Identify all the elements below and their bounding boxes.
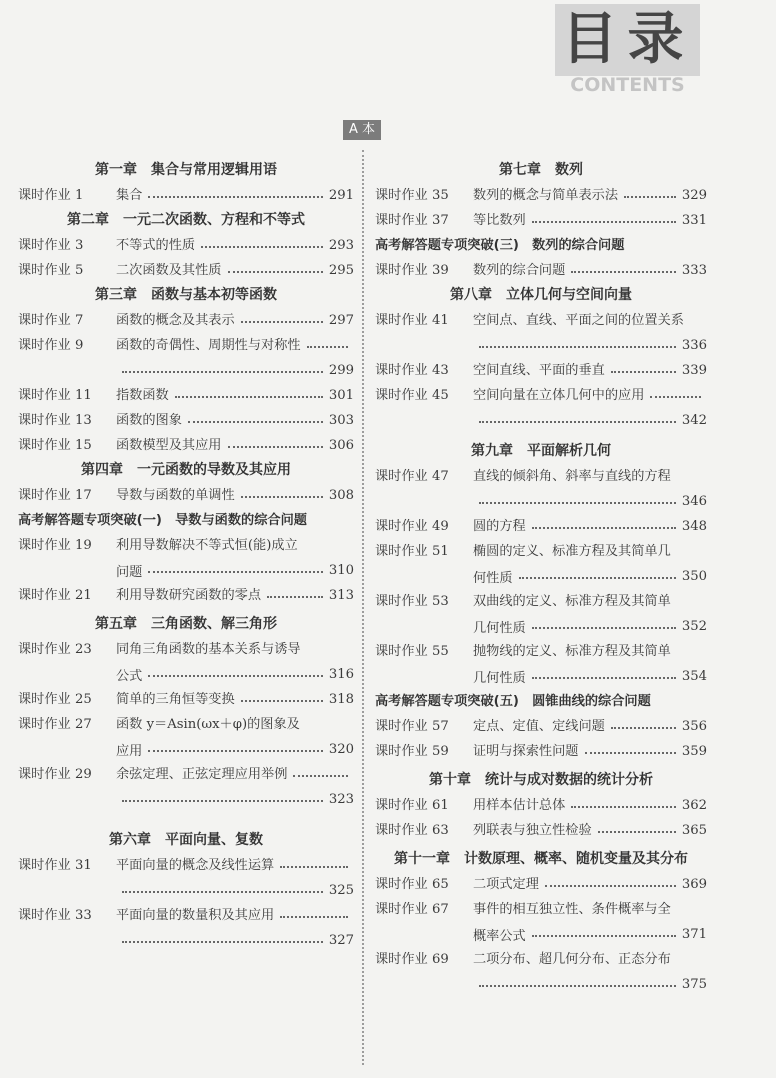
entry-label: 课时作业 23	[18, 642, 92, 657]
entry-title: 余弦定理、正弦定理应用举例	[116, 767, 288, 782]
toc-entry[interactable]	[18, 233, 354, 258]
dot-leader	[280, 866, 348, 868]
entry-page: 336	[681, 338, 707, 353]
entry-page: 301	[328, 388, 354, 403]
entry-title: 抛物线的定义、标准方程及其简单	[473, 644, 671, 659]
entry-title: 用样本估计总体	[473, 798, 566, 813]
toc-entry[interactable]	[375, 793, 707, 818]
entry-title-cont: 公式	[116, 669, 143, 684]
toc-entry[interactable]	[375, 947, 707, 997]
toc-entry[interactable]	[18, 383, 354, 408]
entry-page: 350	[681, 569, 707, 584]
entry-label: 课时作业 61	[375, 798, 449, 813]
entry-title: 二项分布、超几何分布、正态分布	[473, 952, 671, 967]
entry-title-cont: 问题	[116, 565, 143, 580]
entry-page: 325	[328, 883, 354, 898]
toc-entry[interactable]	[375, 358, 707, 383]
entry-label: 课时作业 31	[18, 858, 92, 873]
dot-leader	[307, 346, 348, 348]
entry-label: 课时作业 59	[375, 744, 449, 759]
entry-title: 指数函数	[116, 388, 169, 403]
entry-page: 375	[681, 977, 707, 992]
special-topic-heading: 高考解答题专项突破(五) 圆锥曲线的综合问题	[375, 694, 651, 709]
dot-leader	[122, 800, 323, 802]
entry-title: 等比数列	[473, 213, 526, 228]
entry-page: 359	[681, 744, 707, 759]
toc-entry[interactable]	[375, 183, 707, 208]
entry-page: 318	[328, 692, 354, 707]
entry-page: 339	[681, 363, 707, 378]
toc-entry[interactable]	[375, 464, 707, 514]
dot-leader	[122, 941, 323, 943]
entry-label: 课时作业 47	[375, 469, 449, 484]
dot-leader	[293, 775, 348, 777]
entry-page: 303	[328, 413, 354, 428]
chapter-heading: 第五章 三角函数、解三角形	[95, 616, 277, 632]
entry-page: 306	[328, 438, 354, 453]
entry-page: 333	[681, 263, 707, 278]
entry-title: 平面向量的概念及线性运算	[116, 858, 275, 873]
entry-title: 同角三角函数的基本关系与诱导	[116, 642, 301, 657]
entry-page: 348	[681, 519, 707, 534]
book-a-badge: A 本	[343, 120, 381, 140]
entry-label: 课时作业 57	[375, 719, 449, 734]
dot-leader	[532, 677, 676, 679]
entry-label: 课时作业 35	[375, 188, 449, 203]
dot-leader	[201, 246, 323, 248]
entry-title: 利用导数解决不等式恒(能)成立	[116, 538, 298, 553]
chapter-heading: 第七章 数列	[499, 162, 583, 178]
entry-title: 圆的方程	[473, 519, 526, 534]
toc-entry[interactable]	[18, 903, 354, 953]
entry-label: 课时作业 67	[375, 902, 449, 917]
toc-entry[interactable]	[18, 637, 354, 687]
entry-label: 课时作业 7	[18, 313, 84, 328]
title-chinese: 目录	[555, 4, 700, 76]
toc-entry[interactable]	[18, 853, 354, 903]
chapter-heading: 第十章 统计与成对数据的统计分析	[429, 772, 653, 788]
dot-leader	[598, 831, 676, 833]
dot-leader	[267, 596, 323, 598]
entry-label: 课时作业 11	[18, 388, 92, 403]
contents-title	[555, 4, 700, 100]
entry-label: 课时作业 19	[18, 538, 92, 553]
toc-entry[interactable]	[375, 872, 707, 897]
entry-title: 数列的综合问题	[473, 263, 566, 278]
entry-label: 课时作业 43	[375, 363, 449, 378]
entry-title: 简单的三角恒等变换	[116, 692, 235, 707]
dot-leader	[571, 271, 676, 273]
entry-page: 295	[328, 263, 354, 278]
chapter-heading: 第二章 一元二次函数、方程和不等式	[67, 212, 305, 228]
entry-page: 342	[681, 413, 707, 428]
title-english: CONTENTS	[570, 74, 685, 96]
toc-entry[interactable]	[375, 383, 707, 433]
entry-page: 293	[328, 238, 354, 253]
entry-label: 课时作业 51	[375, 544, 449, 559]
dot-leader	[148, 675, 322, 677]
entry-title: 导数与函数的单调性	[116, 488, 235, 503]
entry-title: 数列的概念与简单表示法	[473, 188, 619, 203]
dot-leader	[479, 502, 676, 504]
entry-page: 291	[328, 188, 354, 203]
chapter-heading: 第十一章 计数原理、概率、随机变量及其分布	[394, 851, 688, 867]
chapter-heading: 第四章 一元函数的导数及其应用	[81, 462, 291, 478]
entry-title: 双曲线的定义、标准方程及其简单	[473, 594, 671, 609]
dot-leader	[571, 806, 676, 808]
dot-leader	[650, 396, 701, 398]
toc-entry[interactable]	[375, 539, 707, 589]
special-topic-heading: 高考解答题专项突破(三) 数列的综合问题	[375, 238, 625, 253]
dot-leader	[175, 396, 323, 398]
entry-page: 365	[681, 823, 707, 838]
entry-title: 列联表与独立性检验	[473, 823, 592, 838]
entry-label: 课时作业 33	[18, 908, 92, 923]
entry-page: 356	[681, 719, 707, 734]
toc-entry[interactable]	[18, 687, 354, 712]
dot-leader	[148, 750, 322, 752]
toc-entry[interactable]	[18, 433, 354, 458]
entry-label: 课时作业 45	[375, 388, 449, 403]
entry-page: 310	[328, 563, 354, 578]
dot-leader	[122, 891, 323, 893]
entry-title-cont: 几何性质	[473, 671, 526, 686]
entry-page: 320	[328, 742, 354, 757]
entry-title: 空间直线、平面的垂直	[473, 363, 605, 378]
entry-page: 354	[681, 669, 707, 684]
dot-leader	[624, 196, 676, 198]
toc-entry[interactable]	[18, 583, 354, 608]
entry-label: 课时作业 63	[375, 823, 449, 838]
dot-leader	[532, 221, 676, 223]
entry-title-cont: 几何性质	[473, 621, 526, 636]
chapter-heading: 第九章 平面解析几何	[471, 443, 611, 459]
entry-label: 课时作业 49	[375, 519, 449, 534]
entry-label: 课时作业 41	[375, 313, 449, 328]
entry-page: 371	[681, 927, 707, 942]
toc-entry[interactable]	[18, 762, 354, 812]
entry-label: 课时作业 39	[375, 263, 449, 278]
toc-right-column	[375, 158, 707, 997]
entry-page: 316	[328, 667, 354, 682]
dot-leader	[280, 916, 348, 918]
entry-page: 329	[681, 188, 707, 203]
dot-leader	[148, 196, 322, 198]
column-divider	[362, 150, 364, 1065]
dot-leader	[479, 346, 676, 348]
toc-entry[interactable]	[18, 258, 354, 283]
dot-leader	[188, 421, 323, 423]
entry-title: 直线的倾斜角、斜率与直线的方程	[473, 469, 671, 484]
toc-entry[interactable]	[375, 639, 707, 689]
entry-title: 函数的奇偶性、周期性与对称性	[116, 338, 301, 353]
entry-label: 课时作业 69	[375, 952, 449, 967]
dot-leader	[228, 271, 323, 273]
toc-entry[interactable]	[18, 533, 354, 583]
toc-left-column	[18, 158, 354, 953]
toc-entry[interactable]	[18, 483, 354, 508]
entry-page: 297	[328, 313, 354, 328]
entry-label: 课时作业 3	[18, 238, 84, 253]
entry-label: 课时作业 37	[375, 213, 449, 228]
entry-page: 313	[328, 588, 354, 603]
entry-page: 369	[681, 877, 707, 892]
dot-leader	[545, 885, 676, 887]
toc-entry[interactable]	[375, 258, 707, 283]
entry-title: 椭圆的定义、标准方程及其简单几	[473, 544, 671, 559]
toc-entry[interactable]	[18, 333, 354, 383]
toc-entry[interactable]	[375, 308, 707, 358]
entry-title: 空间向量在立体几何中的应用	[473, 388, 645, 403]
toc-entry[interactable]	[375, 208, 707, 233]
entry-title-cont: 何性质	[473, 571, 513, 586]
entry-label: 课时作业 17	[18, 488, 92, 503]
toc-entry[interactable]	[18, 712, 354, 762]
entry-label: 课时作业 65	[375, 877, 449, 892]
toc-entry[interactable]	[375, 897, 707, 947]
entry-title: 函数的概念及其表示	[116, 313, 235, 328]
entry-label: 课时作业 27	[18, 717, 92, 732]
dot-leader	[519, 577, 676, 579]
dot-leader	[479, 985, 676, 987]
entry-page: 352	[681, 619, 707, 634]
entry-title-cont: 应用	[116, 744, 143, 759]
entry-title: 函数模型及其应用	[116, 438, 222, 453]
dot-leader	[532, 627, 676, 629]
dot-leader	[585, 752, 676, 754]
dot-leader	[611, 727, 676, 729]
entry-label: 课时作业 21	[18, 588, 92, 603]
entry-label: 课时作业 5	[18, 263, 84, 278]
special-topic-heading: 高考解答题专项突破(一) 导数与函数的综合问题	[18, 513, 307, 528]
entry-label: 课时作业 53	[375, 594, 449, 609]
toc-entry[interactable]	[375, 514, 707, 539]
entry-label: 课时作业 1	[18, 188, 84, 203]
dot-leader	[532, 527, 676, 529]
entry-title: 平面向量的数量积及其应用	[116, 908, 275, 923]
entry-label: 课时作业 9	[18, 338, 84, 353]
entry-label: 课时作业 29	[18, 767, 92, 782]
dot-leader	[241, 496, 323, 498]
toc-entry[interactable]	[375, 714, 707, 739]
entry-title: 空间点、直线、平面之间的位置关系	[473, 313, 684, 328]
entry-title: 证明与探索性问题	[473, 744, 579, 759]
toc-entry[interactable]	[375, 589, 707, 639]
entry-title: 二次函数及其性质	[116, 263, 222, 278]
dot-leader	[611, 371, 676, 373]
dot-leader	[241, 321, 323, 323]
dot-leader	[228, 446, 323, 448]
entry-title: 定点、定值、定线问题	[473, 719, 605, 734]
entry-page: 331	[681, 213, 707, 228]
dot-leader	[122, 371, 323, 373]
chapter-heading: 第一章 集合与常用逻辑用语	[95, 162, 277, 178]
entry-label: 课时作业 15	[18, 438, 92, 453]
dot-leader	[532, 935, 676, 937]
entry-page: 323	[328, 792, 354, 807]
entry-label: 课时作业 13	[18, 413, 92, 428]
chapter-heading: 第八章 立体几何与空间向量	[450, 287, 632, 303]
dot-leader	[148, 571, 322, 573]
entry-title: 利用导数研究函数的零点	[116, 588, 262, 603]
dot-leader	[241, 700, 323, 702]
entry-title-cont: 概率公式	[473, 929, 526, 944]
entry-title: 函数的图象	[116, 413, 182, 428]
toc-entry[interactable]	[375, 739, 707, 764]
toc-entry[interactable]	[18, 408, 354, 433]
entry-label: 课时作业 25	[18, 692, 92, 707]
entry-title: 不等式的性质	[116, 238, 196, 253]
chapter-heading: 第六章 平面向量、复数	[109, 832, 263, 848]
entry-page: 308	[328, 488, 354, 503]
dot-leader	[479, 421, 676, 423]
chapter-heading: 第三章 函数与基本初等函数	[95, 287, 277, 303]
entry-title: 二项式定理	[473, 877, 539, 892]
entry-label: 课时作业 55	[375, 644, 449, 659]
entry-page: 327	[328, 933, 354, 948]
entry-title: 集合	[116, 188, 143, 203]
toc-entry[interactable]	[375, 818, 707, 843]
entry-title: 事件的相互独立性、条件概率与全	[473, 902, 671, 917]
entry-page: 346	[681, 494, 707, 509]
entry-page: 299	[328, 363, 354, 378]
toc-entry[interactable]	[18, 308, 354, 333]
toc-entry[interactable]	[18, 183, 354, 208]
entry-title: 函数 y＝Asin(ωx＋φ)的图象及	[116, 717, 300, 732]
entry-page: 362	[681, 798, 707, 813]
